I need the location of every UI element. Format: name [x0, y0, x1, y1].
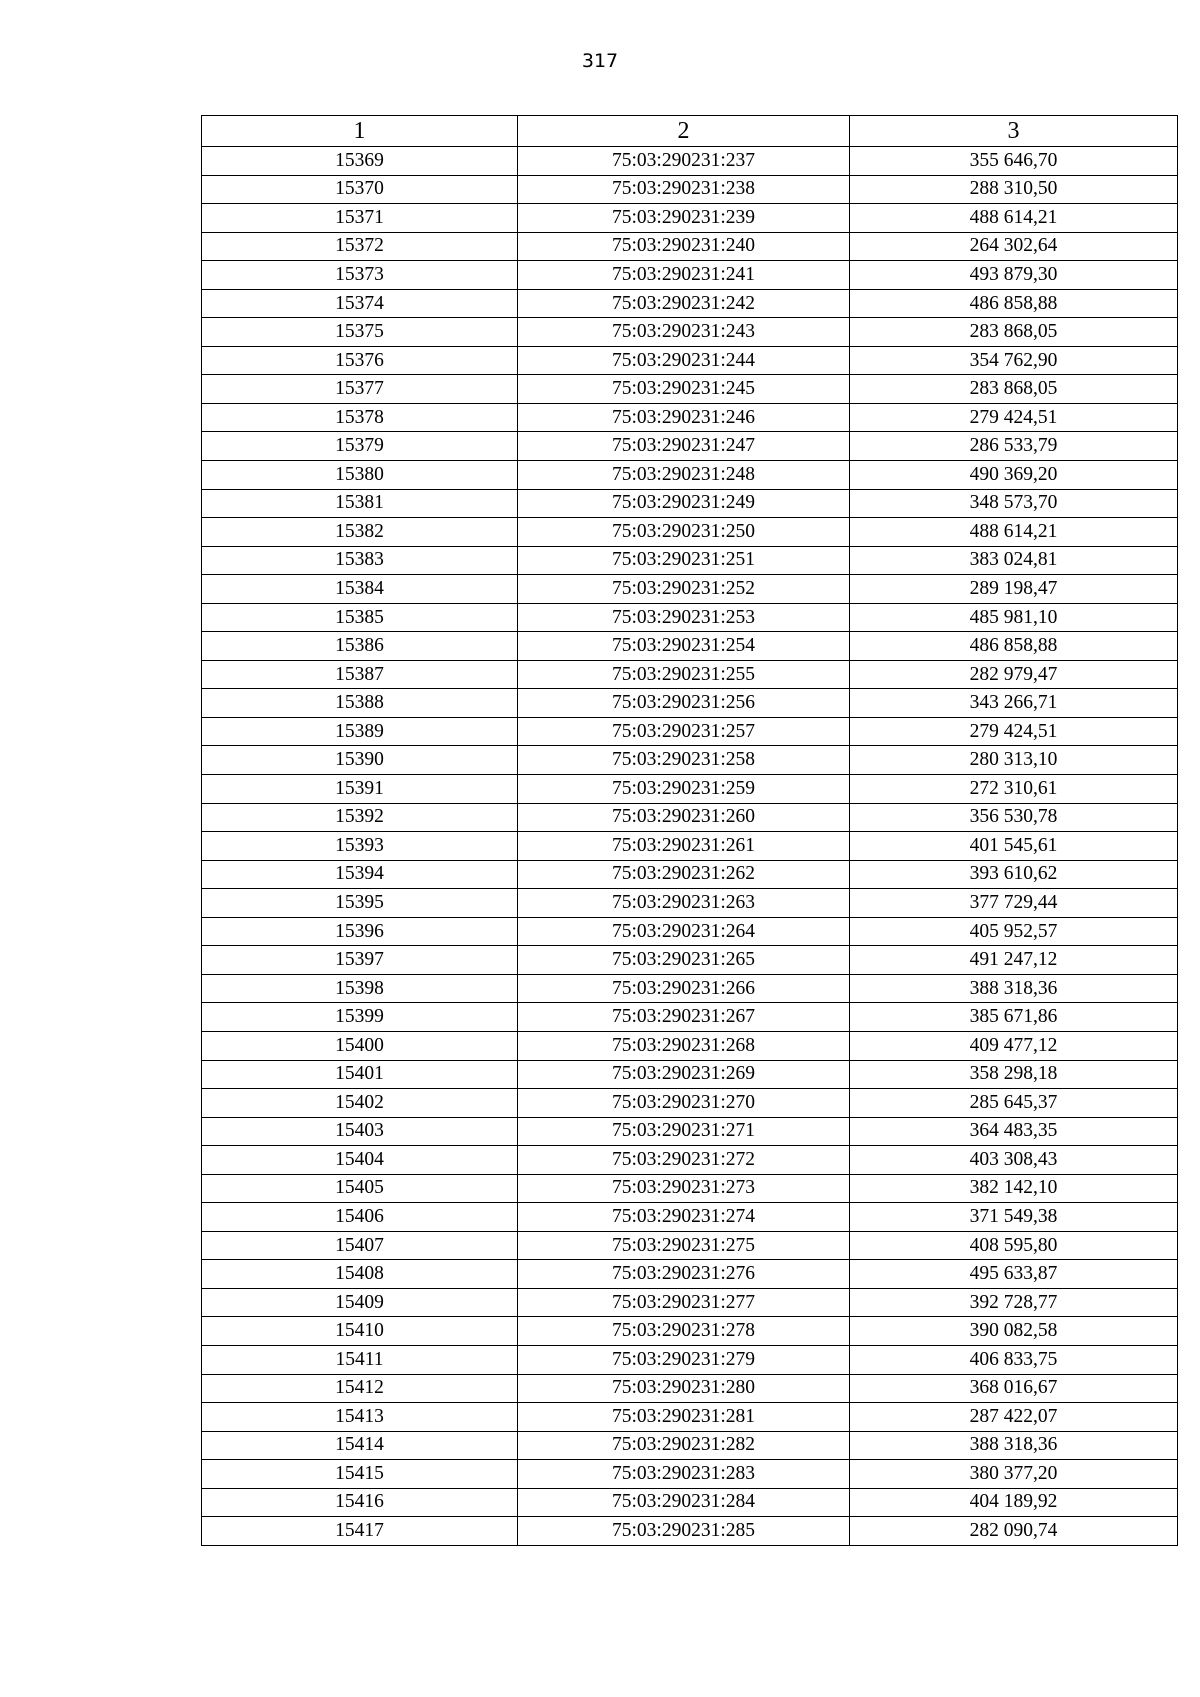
row-number-cell: 15374 — [202, 289, 518, 318]
row-number-cell: 15404 — [202, 1146, 518, 1175]
cadastral-number-cell: 75:03:290231:239 — [518, 204, 850, 233]
value-cell: 371 549,38 — [850, 1203, 1178, 1232]
row-number-cell: 15377 — [202, 375, 518, 404]
value-cell: 354 762,90 — [850, 346, 1178, 375]
cadastral-number-cell: 75:03:290231:280 — [518, 1374, 850, 1403]
column-header-1: 1 — [202, 116, 518, 147]
row-number-cell: 15381 — [202, 489, 518, 518]
table-row — [202, 917, 1178, 946]
value-cell: 368 016,67 — [850, 1374, 1178, 1403]
row-number-cell: 15413 — [202, 1403, 518, 1432]
value-cell: 393 610,62 — [850, 860, 1178, 889]
cadastral-number-cell: 75:03:290231:258 — [518, 746, 850, 775]
cadastral-number-cell: 75:03:290231:283 — [518, 1460, 850, 1489]
value-cell: 282 090,74 — [850, 1517, 1178, 1546]
row-number-cell: 15411 — [202, 1345, 518, 1374]
row-number-cell: 15394 — [202, 860, 518, 889]
value-cell: 358 298,18 — [850, 1060, 1178, 1089]
row-number-cell: 15417 — [202, 1517, 518, 1546]
value-cell: 279 424,51 — [850, 717, 1178, 746]
value-cell: 380 377,20 — [850, 1460, 1178, 1489]
table-row — [202, 318, 1178, 347]
value-cell: 343 266,71 — [850, 689, 1178, 718]
table-row — [202, 1060, 1178, 1089]
value-cell: 348 573,70 — [850, 489, 1178, 518]
value-cell: 289 198,47 — [850, 575, 1178, 604]
table-row — [202, 1317, 1178, 1346]
row-number-cell: 15369 — [202, 147, 518, 176]
table-row — [202, 1517, 1178, 1546]
cadastral-number-cell: 75:03:290231:259 — [518, 775, 850, 804]
row-number-cell: 15387 — [202, 660, 518, 689]
value-cell: 491 247,12 — [850, 946, 1178, 975]
table-row — [202, 1431, 1178, 1460]
table-row — [202, 1403, 1178, 1432]
table-row — [202, 489, 1178, 518]
value-cell: 406 833,75 — [850, 1345, 1178, 1374]
value-cell: 488 614,21 — [850, 518, 1178, 547]
row-number-cell: 15403 — [202, 1117, 518, 1146]
cadastral-number-cell: 75:03:290231:266 — [518, 974, 850, 1003]
row-number-cell: 15408 — [202, 1260, 518, 1289]
cadastral-number-cell: 75:03:290231:263 — [518, 889, 850, 918]
cadastral-number-cell: 75:03:290231:245 — [518, 375, 850, 404]
value-cell: 385 671,86 — [850, 1003, 1178, 1032]
table-row — [202, 746, 1178, 775]
row-number-cell: 15407 — [202, 1231, 518, 1260]
table-header-row — [202, 116, 1178, 147]
row-number-cell: 15412 — [202, 1374, 518, 1403]
table-row — [202, 289, 1178, 318]
value-cell: 279 424,51 — [850, 403, 1178, 432]
cadastral-number-cell: 75:03:290231:243 — [518, 318, 850, 347]
cadastral-number-cell: 75:03:290231:264 — [518, 917, 850, 946]
cadastral-number-cell: 75:03:290231:285 — [518, 1517, 850, 1546]
table-row — [202, 1260, 1178, 1289]
row-number-cell: 15400 — [202, 1031, 518, 1060]
value-cell: 383 024,81 — [850, 546, 1178, 575]
cadastral-number-cell: 75:03:290231:256 — [518, 689, 850, 718]
row-number-cell: 15378 — [202, 403, 518, 432]
table-row — [202, 603, 1178, 632]
row-number-cell: 15376 — [202, 346, 518, 375]
cadastral-number-cell: 75:03:290231:275 — [518, 1231, 850, 1260]
cadastral-number-cell: 75:03:290231:249 — [518, 489, 850, 518]
table-row — [202, 1003, 1178, 1032]
table-row — [202, 775, 1178, 804]
cadastral-number-cell: 75:03:290231:255 — [518, 660, 850, 689]
column-header-3: 3 — [850, 116, 1178, 147]
cadastral-number-cell: 75:03:290231:284 — [518, 1488, 850, 1517]
table-row — [202, 1231, 1178, 1260]
table-row — [202, 147, 1178, 176]
table-row — [202, 660, 1178, 689]
cadastral-number-cell: 75:03:290231:270 — [518, 1089, 850, 1118]
value-cell: 388 318,36 — [850, 1431, 1178, 1460]
table-row — [202, 204, 1178, 233]
table-row — [202, 1089, 1178, 1118]
cadastral-number-cell: 75:03:290231:277 — [518, 1288, 850, 1317]
table-row — [202, 860, 1178, 889]
table-row — [202, 461, 1178, 490]
value-cell: 288 310,50 — [850, 175, 1178, 204]
table-row — [202, 546, 1178, 575]
row-number-cell: 15370 — [202, 175, 518, 204]
table-row — [202, 1374, 1178, 1403]
table-row — [202, 1203, 1178, 1232]
table-row — [202, 375, 1178, 404]
table-row — [202, 1460, 1178, 1489]
value-cell: 486 858,88 — [850, 632, 1178, 661]
value-cell: 388 318,36 — [850, 974, 1178, 1003]
cadastral-number-cell: 75:03:290231:281 — [518, 1403, 850, 1432]
cadastral-number-cell: 75:03:290231:254 — [518, 632, 850, 661]
cadastral-number-cell: 75:03:290231:257 — [518, 717, 850, 746]
value-cell: 403 308,43 — [850, 1146, 1178, 1175]
cadastral-number-cell: 75:03:290231:251 — [518, 546, 850, 575]
table-row — [202, 432, 1178, 461]
cadastral-number-cell: 75:03:290231:265 — [518, 946, 850, 975]
column-header-2: 2 — [518, 116, 850, 147]
row-number-cell: 15398 — [202, 974, 518, 1003]
cadastral-number-cell: 75:03:290231:240 — [518, 232, 850, 261]
table-row — [202, 889, 1178, 918]
table-row — [202, 1488, 1178, 1517]
value-cell: 264 302,64 — [850, 232, 1178, 261]
row-number-cell: 15383 — [202, 546, 518, 575]
value-cell: 283 868,05 — [850, 318, 1178, 347]
cadastral-number-cell: 75:03:290231:237 — [518, 147, 850, 176]
value-cell: 355 646,70 — [850, 147, 1178, 176]
cadastral-number-cell: 75:03:290231:244 — [518, 346, 850, 375]
cadastral-number-cell: 75:03:290231:241 — [518, 261, 850, 290]
value-cell: 495 633,87 — [850, 1260, 1178, 1289]
cadastral-number-cell: 75:03:290231:242 — [518, 289, 850, 318]
row-number-cell: 15416 — [202, 1488, 518, 1517]
value-cell: 486 858,88 — [850, 289, 1178, 318]
value-cell: 382 142,10 — [850, 1174, 1178, 1203]
cadastral-number-cell: 75:03:290231:278 — [518, 1317, 850, 1346]
cadastral-number-cell: 75:03:290231:279 — [518, 1345, 850, 1374]
value-cell: 485 981,10 — [850, 603, 1178, 632]
cadastral-number-cell: 75:03:290231:260 — [518, 803, 850, 832]
value-cell: 280 313,10 — [850, 746, 1178, 775]
table-row — [202, 1288, 1178, 1317]
value-cell: 401 545,61 — [850, 832, 1178, 861]
cadastral-number-cell: 75:03:290231:271 — [518, 1117, 850, 1146]
page-number: 317 — [581, 50, 619, 72]
value-cell: 364 483,35 — [850, 1117, 1178, 1146]
value-cell: 285 645,37 — [850, 1089, 1178, 1118]
value-cell: 490 369,20 — [850, 461, 1178, 490]
row-number-cell: 15410 — [202, 1317, 518, 1346]
row-number-cell: 15414 — [202, 1431, 518, 1460]
cadastral-number-cell: 75:03:290231:262 — [518, 860, 850, 889]
row-number-cell: 15373 — [202, 261, 518, 290]
data-table — [201, 115, 1178, 1546]
row-number-cell: 15388 — [202, 689, 518, 718]
row-number-cell: 15393 — [202, 832, 518, 861]
cadastral-number-cell: 75:03:290231:272 — [518, 1146, 850, 1175]
table-row — [202, 175, 1178, 204]
row-number-cell: 15386 — [202, 632, 518, 661]
row-number-cell: 15371 — [202, 204, 518, 233]
table-row — [202, 1031, 1178, 1060]
table-row — [202, 717, 1178, 746]
value-cell: 377 729,44 — [850, 889, 1178, 918]
value-cell: 282 979,47 — [850, 660, 1178, 689]
cadastral-number-cell: 75:03:290231:269 — [518, 1060, 850, 1089]
table-row — [202, 1117, 1178, 1146]
cadastral-number-cell: 75:03:290231:261 — [518, 832, 850, 861]
row-number-cell: 15380 — [202, 461, 518, 490]
row-number-cell: 15396 — [202, 917, 518, 946]
table-row — [202, 974, 1178, 1003]
value-cell: 286 533,79 — [850, 432, 1178, 461]
value-cell: 392 728,77 — [850, 1288, 1178, 1317]
cadastral-number-cell: 75:03:290231:267 — [518, 1003, 850, 1032]
row-number-cell: 15375 — [202, 318, 518, 347]
cadastral-number-cell: 75:03:290231:252 — [518, 575, 850, 604]
row-number-cell: 15401 — [202, 1060, 518, 1089]
table-row — [202, 632, 1178, 661]
cadastral-number-cell: 75:03:290231:282 — [518, 1431, 850, 1460]
table-row — [202, 803, 1178, 832]
row-number-cell: 15384 — [202, 575, 518, 604]
row-number-cell: 15385 — [202, 603, 518, 632]
cadastral-number-cell: 75:03:290231:248 — [518, 461, 850, 490]
cadastral-number-cell: 75:03:290231:246 — [518, 403, 850, 432]
value-cell: 488 614,21 — [850, 204, 1178, 233]
row-number-cell: 15395 — [202, 889, 518, 918]
table-row — [202, 403, 1178, 432]
cadastral-number-cell: 75:03:290231:250 — [518, 518, 850, 547]
value-cell: 409 477,12 — [850, 1031, 1178, 1060]
row-number-cell: 15409 — [202, 1288, 518, 1317]
value-cell: 404 189,92 — [850, 1488, 1178, 1517]
value-cell: 405 952,57 — [850, 917, 1178, 946]
row-number-cell: 15389 — [202, 717, 518, 746]
cadastral-number-cell: 75:03:290231:247 — [518, 432, 850, 461]
row-number-cell: 15379 — [202, 432, 518, 461]
cadastral-number-cell: 75:03:290231:273 — [518, 1174, 850, 1203]
value-cell: 390 082,58 — [850, 1317, 1178, 1346]
table-row — [202, 232, 1178, 261]
row-number-cell: 15405 — [202, 1174, 518, 1203]
row-number-cell: 15399 — [202, 1003, 518, 1032]
row-number-cell: 15415 — [202, 1460, 518, 1489]
value-cell: 272 310,61 — [850, 775, 1178, 804]
row-number-cell: 15372 — [202, 232, 518, 261]
cadastral-number-cell: 75:03:290231:276 — [518, 1260, 850, 1289]
row-number-cell: 15397 — [202, 946, 518, 975]
table-row — [202, 946, 1178, 975]
cadastral-number-cell: 75:03:290231:268 — [518, 1031, 850, 1060]
cadastral-number-cell: 75:03:290231:274 — [518, 1203, 850, 1232]
row-number-cell: 15390 — [202, 746, 518, 775]
row-number-cell: 15402 — [202, 1089, 518, 1118]
table-row — [202, 832, 1178, 861]
value-cell: 283 868,05 — [850, 375, 1178, 404]
table-row — [202, 1345, 1178, 1374]
table-row — [202, 1146, 1178, 1175]
value-cell: 356 530,78 — [850, 803, 1178, 832]
table-row — [202, 689, 1178, 718]
cadastral-number-cell: 75:03:290231:253 — [518, 603, 850, 632]
table-row — [202, 346, 1178, 375]
cadastral-number-cell: 75:03:290231:238 — [518, 175, 850, 204]
row-number-cell: 15406 — [202, 1203, 518, 1232]
table-row — [202, 575, 1178, 604]
value-cell: 408 595,80 — [850, 1231, 1178, 1260]
value-cell: 493 879,30 — [850, 261, 1178, 290]
value-cell: 287 422,07 — [850, 1403, 1178, 1432]
table-row — [202, 518, 1178, 547]
table-row — [202, 1174, 1178, 1203]
table-body — [202, 147, 1178, 1546]
row-number-cell: 15382 — [202, 518, 518, 547]
row-number-cell: 15392 — [202, 803, 518, 832]
table-row — [202, 261, 1178, 290]
row-number-cell: 15391 — [202, 775, 518, 804]
